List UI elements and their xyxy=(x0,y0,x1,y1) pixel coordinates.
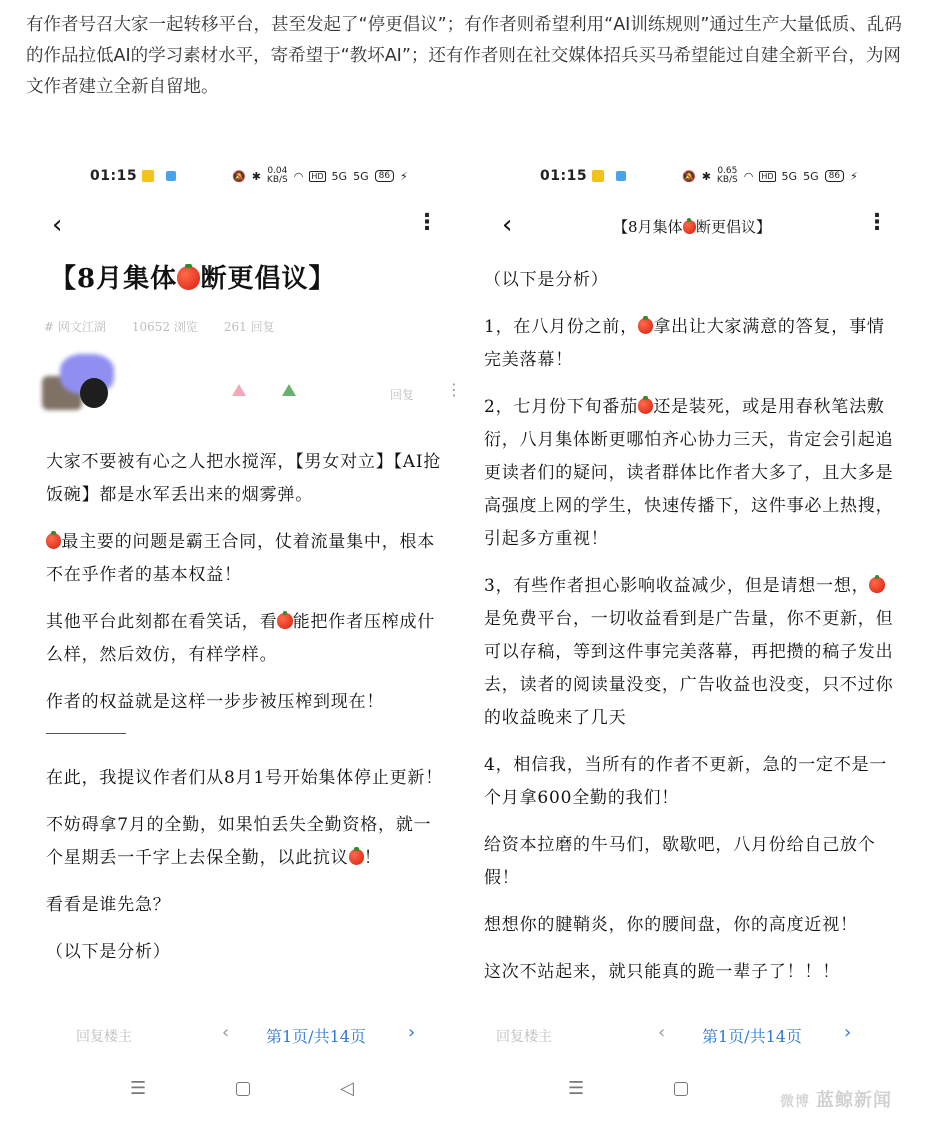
bottom-bar xyxy=(472,1020,912,1056)
notification-app-icon xyxy=(592,170,604,182)
reply-button[interactable]: 回复 xyxy=(390,388,415,402)
post-paragraph: 其他平台此刻都在看笑话，看 能把作者压榨成什么样，然后效仿，有样学样。 xyxy=(46,612,436,665)
more-options-icon[interactable]: ⋮ xyxy=(866,210,888,235)
view-count: 10652 浏览 xyxy=(131,320,198,334)
left-phone-screenshot xyxy=(22,150,462,1125)
page-indicator[interactable]: 第1页/共14页 xyxy=(702,1027,802,1046)
post-title: 【8月集体 断更倡议】 xyxy=(50,264,336,294)
post-paragraph: （以下是分析） xyxy=(46,942,171,962)
bottom-bar xyxy=(22,1020,462,1056)
page-indicator[interactable]: 第1页/共14页 xyxy=(266,1027,366,1046)
weibo-logo-icon: 微博 xyxy=(780,1094,810,1110)
back-icon[interactable]: ‹ xyxy=(52,210,63,240)
post-paragraph: 2，七月份下旬番茄 还是装死，或是用春秋笔法敷衍，八月集体断更哪怕齐心协力三天，肯定会引起追更读者们的疑问，读者群体比作者大多了，且大多是高强度上网的学生，快速传播下，这件事必上热搜，引起多方重视！ xyxy=(484,397,894,549)
signal-icon: 5G xyxy=(331,169,348,183)
reply-host-button[interactable]: 回复楼主 xyxy=(76,1029,132,1045)
back-icon[interactable]: ‹ xyxy=(502,210,513,240)
post-paragraph: （以下是分析） xyxy=(484,270,609,290)
post-paragraph: 4，相信我，当所有的作者不更新，急的一定不是一个月拿600全勤的我们！ xyxy=(484,755,888,808)
notification-app-icon xyxy=(142,170,154,182)
battery-icon: 86 xyxy=(375,170,394,182)
next-page-icon[interactable]: › xyxy=(408,1022,416,1043)
charging-icon: ⚡ xyxy=(400,169,408,183)
signal-icon: 5G xyxy=(781,169,798,183)
post-paragraph: 看看是谁先急？ xyxy=(46,895,171,915)
prev-page-icon[interactable]: ‹ xyxy=(658,1022,666,1043)
prev-page-icon[interactable]: ‹ xyxy=(222,1022,230,1043)
status-indicators xyxy=(682,167,858,185)
home-icon[interactable] xyxy=(236,1082,250,1096)
network-speed: 0.65 KB/S xyxy=(716,166,738,185)
avatar[interactable] xyxy=(42,354,142,414)
post-paragraph: 大家不要被有心之人把水搅浑，【男女对立】【AI抢饭碗】都是水军丢出来的烟雾弹。 xyxy=(46,452,442,505)
decoration-icon xyxy=(232,384,246,396)
mute-icon: 🔕 xyxy=(682,169,696,183)
signal-icon: 5G xyxy=(803,169,819,183)
post-paragraph: 想想你的腱鞘炎，你的腰间盘，你的高度近视！ xyxy=(484,915,858,935)
status-time: 01:15 xyxy=(90,168,138,184)
battery-icon: 86 xyxy=(825,170,844,182)
article-paragraph: 有作者号召大家一起转移平台，甚至发起了“停更倡议”；有作者则希望利用“AI训练规则”通过生产大量低质、乱码的作品拉低AI的学习素材水平，寄希望于“教坏AI”；还有作者则在社交媒体招兵买马希望能过自建全新平台，为网文作者建立全新自留地。 xyxy=(26,15,902,97)
divider xyxy=(46,733,126,734)
hd-badge: HD xyxy=(311,171,324,181)
reply-count: 261 回复 xyxy=(223,320,275,334)
watermark xyxy=(780,1086,892,1112)
post-paragraph: 在此，我提议作者们从8月1号开始集体停止更新！ xyxy=(46,768,444,788)
tomato-icon xyxy=(683,220,697,234)
wifi-icon: ◠ xyxy=(743,169,754,183)
nav-bar xyxy=(472,208,912,244)
post-tag[interactable]: # 网文江湖 xyxy=(44,320,106,334)
post-paragraph: 1，在八月份之前， 拿出让大家满意的答复，事情完美落幕！ xyxy=(484,317,885,370)
post-paragraph: 最主要的问题是霸王合同，仗着流量集中，根本不在乎作者的基本权益！ xyxy=(46,532,436,585)
post-paragraph: 作者的权益就是这样一步步被压榨到现在！ xyxy=(46,692,385,712)
post-meta xyxy=(44,318,275,335)
post-paragraph: 3，有些作者担心影响收益减少，但是请想一想，是免费平台，一切收益看到是广告量，你不更新，但可以存稿，等到这件事完美落幕，再把攒的稿子发出去，读者的阅读量没变，广告收益也没变，只不过你的收益晚来了几天 xyxy=(484,576,894,728)
menu-icon[interactable]: ☰ xyxy=(130,1078,147,1099)
charging-icon: ⚡ xyxy=(850,169,858,183)
post-paragraph: 这次不站起来，就只能真的跪一辈子了！！！ xyxy=(484,962,840,982)
tomato-icon xyxy=(277,613,292,628)
right-phone-screenshot xyxy=(472,150,912,1125)
tomato-icon xyxy=(177,266,200,289)
tomato-icon xyxy=(638,318,653,333)
more-options-icon[interactable]: ⋮ xyxy=(446,380,462,399)
tomato-icon xyxy=(869,577,884,592)
post-body xyxy=(484,264,894,1003)
signal-icon: 5G xyxy=(353,169,369,183)
tomato-icon xyxy=(46,533,61,548)
author-row xyxy=(42,350,462,420)
reply-host-button[interactable]: 回复楼主 xyxy=(496,1029,552,1045)
network-speed: 0.04 KB/S xyxy=(266,166,288,185)
status-indicators xyxy=(232,167,408,185)
home-icon[interactable] xyxy=(674,1082,688,1096)
hd-badge: HD xyxy=(761,171,774,181)
more-options-icon[interactable]: ⋮ xyxy=(416,210,438,235)
status-time: 01:15 xyxy=(540,168,588,184)
notification-app-icon xyxy=(166,171,176,181)
tomato-icon xyxy=(349,849,364,864)
post-body xyxy=(46,446,446,983)
post-paragraph: 不妨碍拿7月的全勤，如果怕丢失全勤资格，就一个星期丢一千字上去保全勤，以此抗议 ！ xyxy=(46,815,432,868)
system-back-icon[interactable]: ◁ xyxy=(340,1078,354,1099)
tomato-icon xyxy=(638,398,653,413)
notification-app-icon xyxy=(616,171,626,181)
system-nav-bar xyxy=(22,1078,462,1108)
post-paragraph: 给资本拉磨的牛马们，歇歇吧，八月份给自己放个假！ xyxy=(484,835,876,888)
watermark-text: 蓝鲸新闻 xyxy=(816,1090,892,1111)
bluetooth-icon: ✱ xyxy=(251,169,261,183)
next-page-icon[interactable]: › xyxy=(844,1022,852,1043)
bluetooth-icon: ✱ xyxy=(701,169,711,183)
menu-icon[interactable]: ☰ xyxy=(568,1078,585,1099)
decoration-icon xyxy=(282,384,296,396)
wifi-icon: ◠ xyxy=(293,169,304,183)
status-bar xyxy=(22,164,462,188)
nav-bar xyxy=(22,208,462,244)
status-bar xyxy=(472,164,912,188)
mute-icon: 🔕 xyxy=(232,169,246,183)
nav-title: 【8月集体 断更倡议】 xyxy=(612,218,772,236)
